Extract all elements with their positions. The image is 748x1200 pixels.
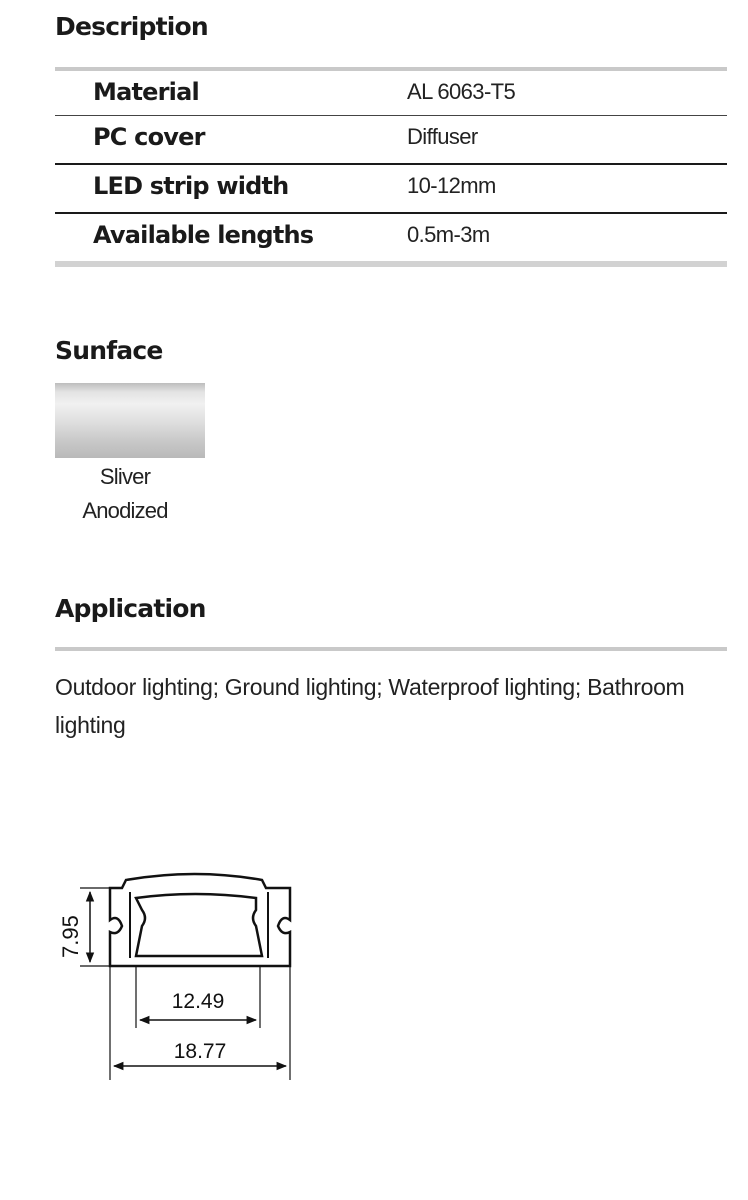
spec-value: AL 6063-T5 (407, 79, 516, 104)
table-bottom-divider (55, 261, 727, 267)
application-title: Application (55, 594, 206, 623)
spec-label: LED strip width (93, 172, 289, 200)
spec-label: Available lengths (93, 221, 314, 249)
application-divider (55, 647, 727, 651)
outer-width-dimension-label: 18.77 (173, 1040, 227, 1063)
swatch-label (55, 460, 195, 528)
spec-value: 0.5m-3m (407, 222, 490, 247)
inner-width-dimension-label: 12.49 (171, 990, 225, 1013)
description-title: Description (55, 12, 208, 41)
spec-value: Diffuser (407, 124, 478, 149)
spec-table (55, 71, 727, 264)
spec-row-pc-cover (55, 116, 727, 165)
spec-label: PC cover (93, 123, 205, 151)
spec-row-material (55, 71, 727, 116)
profile-inner-channel (136, 894, 262, 956)
swatch-label-line2: Anodized (82, 498, 168, 523)
height-dimension-label: 7.95 (58, 915, 83, 958)
silver-anodized-swatch (55, 383, 205, 458)
swatch-label-line1: Sliver (99, 464, 151, 489)
spec-row-available-lengths (55, 214, 727, 264)
profile-inner-wall (130, 892, 268, 958)
surface-title: Sunface (55, 336, 163, 365)
spec-value: 10-12mm (407, 173, 496, 198)
application-text: Outdoor lighting; Ground lighting; Waterproof lighting; Bathroom lighting (55, 674, 685, 738)
profile-cross-section-drawing (50, 870, 310, 1090)
spec-row-led-strip-width (55, 165, 727, 214)
spec-label: Material (93, 78, 199, 106)
